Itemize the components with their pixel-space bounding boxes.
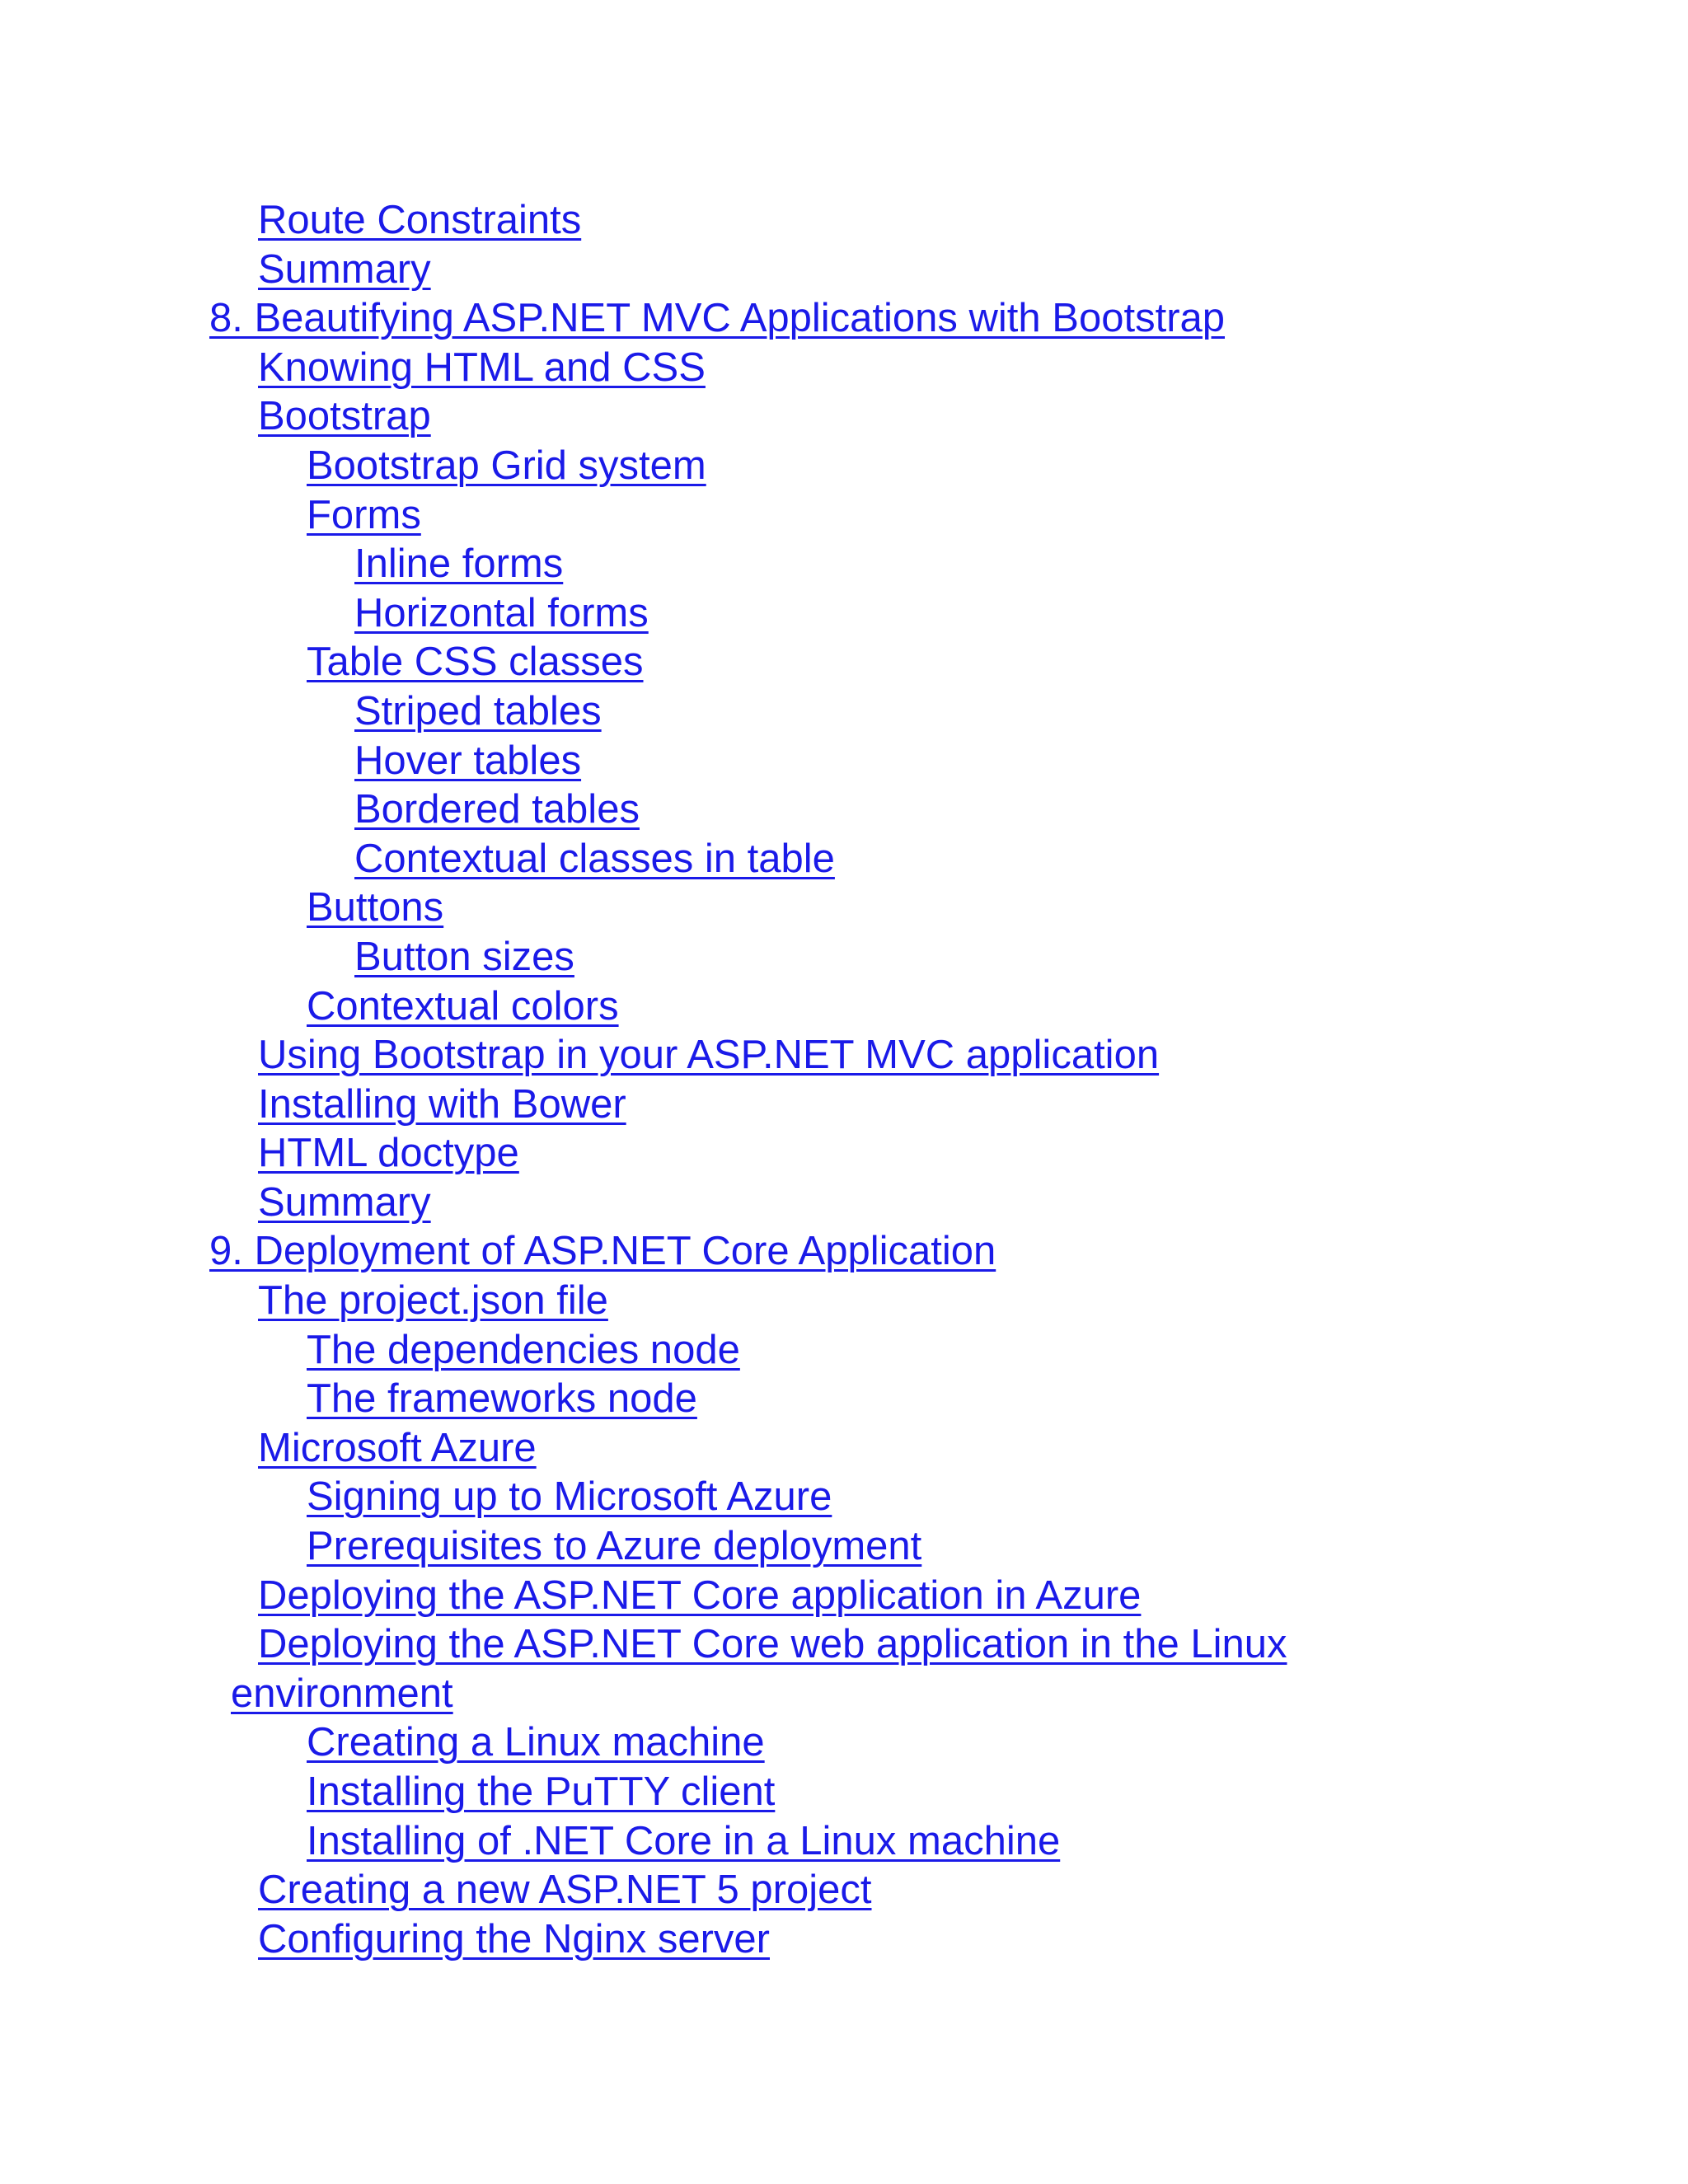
toc-entry — [0, 1572, 1688, 1621]
toc-link[interactable]: HTML doctype — [258, 1131, 519, 1176]
toc-entry — [0, 540, 1688, 589]
toc-link[interactable]: The dependencies node — [307, 1327, 740, 1372]
toc-entry — [0, 737, 1688, 786]
toc-entry — [0, 1915, 1688, 1965]
toc-link[interactable]: The project.json file — [258, 1278, 608, 1324]
toc-entry — [0, 1817, 1688, 1867]
toc-link[interactable]: Inline forms — [354, 541, 564, 587]
toc-entry — [0, 344, 1688, 393]
toc-entry — [0, 1522, 1688, 1572]
toc-link[interactable]: Forms — [307, 492, 421, 537]
toc-entry — [0, 294, 1688, 344]
toc-entry — [0, 835, 1688, 884]
toc-link[interactable]: Striped tables — [354, 688, 602, 733]
toc-entry — [0, 589, 1688, 639]
toc-link[interactable]: Installing of .NET Core in a Linux machine — [307, 1818, 1061, 1863]
toc-entry — [0, 1031, 1688, 1080]
toc-entry — [0, 1620, 1688, 1718]
toc-link[interactable]: Knowing HTML and CSS — [258, 344, 706, 390]
toc-link[interactable]: Installing with Bower — [258, 1081, 626, 1127]
toc-entry — [0, 1129, 1688, 1179]
toc-entry — [0, 442, 1688, 491]
toc-link[interactable]: Signing up to Microsoft Azure — [307, 1474, 832, 1520]
toc-entry — [0, 1080, 1688, 1130]
toc-entry — [0, 1277, 1688, 1326]
toc-link[interactable]: Hover tables — [354, 738, 582, 783]
toc-link[interactable]: Creating a Linux machine — [307, 1720, 765, 1765]
toc-link[interactable]: Prerequisites to Azure deployment — [307, 1524, 922, 1569]
toc-link[interactable]: 8. Beautifying ASP.NET MVC Applications with Bootstrap — [209, 296, 1226, 341]
toc-entry — [0, 1179, 1688, 1228]
table-of-contents — [0, 196, 1688, 1964]
toc-entry — [0, 1768, 1688, 1817]
toc-entry — [0, 392, 1688, 442]
toc-entry — [0, 1473, 1688, 1522]
toc-entry — [0, 687, 1688, 737]
toc-link-continuation: environment — [231, 1671, 453, 1716]
toc-link-text: Deploying the ASP.NET Core web application in the Linux — [258, 1622, 1287, 1667]
toc-link[interactable]: Bordered tables — [354, 787, 640, 832]
toc-entry — [0, 1375, 1688, 1424]
toc-link[interactable]: Horizontal forms — [354, 590, 649, 635]
toc-link[interactable]: The frameworks node — [307, 1376, 697, 1422]
toc-link[interactable]: Using Bootstrap in your ASP.NET MVC application — [258, 1033, 1160, 1078]
toc-entry — [0, 982, 1688, 1032]
toc-entry — [0, 883, 1688, 933]
toc-link[interactable]: Contextual classes in table — [354, 836, 835, 881]
toc-link[interactable]: Buttons — [307, 885, 444, 930]
toc-link[interactable]: Table CSS classes — [307, 640, 644, 685]
toc-link[interactable]: Summary — [258, 246, 431, 292]
toc-link[interactable]: Configuring the Nginx server — [258, 1916, 770, 1961]
toc-link[interactable]: 9. Deployment of ASP.NET Core Application — [209, 1229, 996, 1274]
toc-entry — [0, 1326, 1688, 1376]
toc-link[interactable]: Route Constraints — [258, 198, 582, 242]
toc-link[interactable]: Microsoft Azure — [258, 1425, 537, 1470]
toc-link[interactable]: Bootstrap — [258, 394, 431, 439]
toc-entry — [0, 1718, 1688, 1768]
toc-entry — [0, 1866, 1688, 1915]
toc-link[interactable]: Summary — [258, 1179, 431, 1225]
toc-entry — [0, 1424, 1688, 1474]
toc-entry — [0, 246, 1688, 295]
toc-link[interactable]: Deploying the ASP.NET Core application in Azure — [258, 1572, 1142, 1618]
toc-entry — [0, 491, 1688, 541]
toc-link[interactable] — [231, 1622, 1358, 1718]
toc-link[interactable]: Bootstrap Grid system — [307, 443, 706, 488]
toc-link[interactable]: Installing the PuTTY client — [307, 1769, 776, 1814]
toc-entry — [0, 933, 1688, 982]
toc-entry — [0, 1227, 1688, 1277]
toc-link[interactable]: Contextual colors — [307, 983, 619, 1029]
toc-entry — [0, 196, 1688, 246]
toc-link[interactable]: Creating a new ASP.NET 5 project — [258, 1868, 872, 1913]
toc-link[interactable]: Button sizes — [354, 934, 574, 979]
toc-entry — [0, 785, 1688, 835]
toc-entry — [0, 638, 1688, 687]
